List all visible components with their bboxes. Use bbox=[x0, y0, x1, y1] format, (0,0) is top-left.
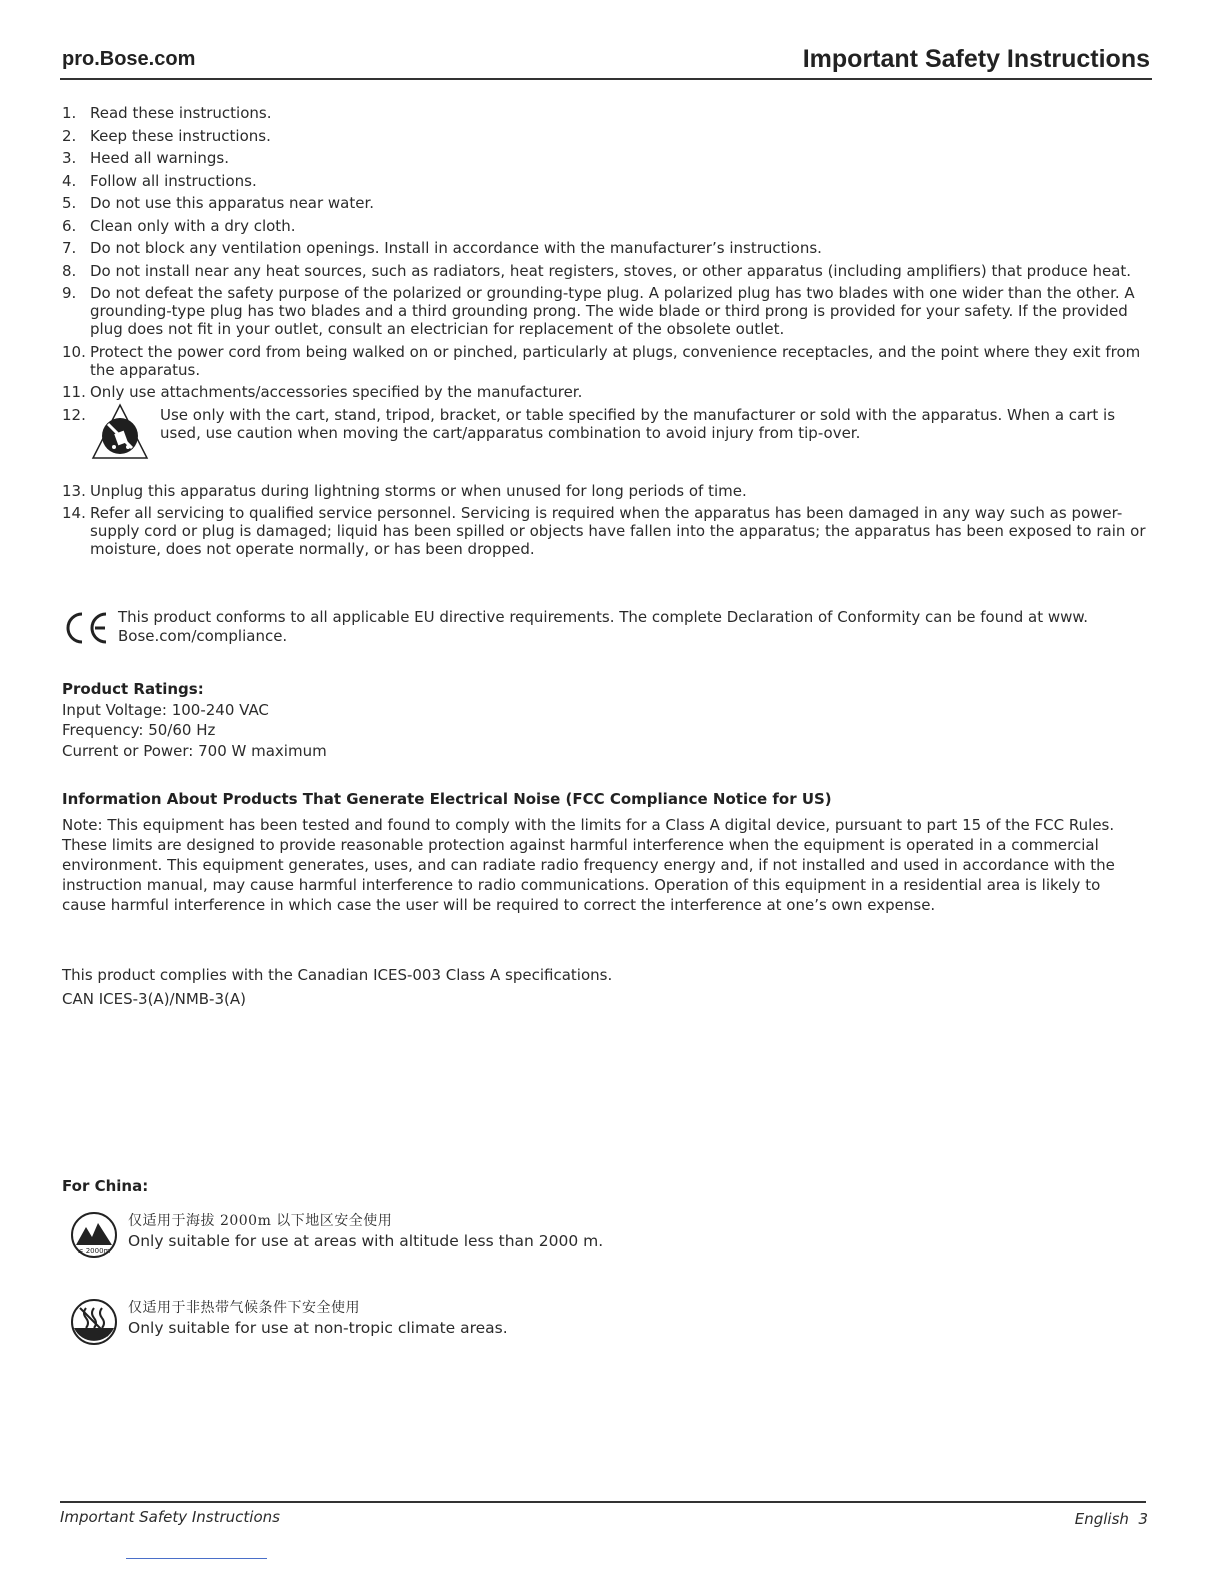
item-text: Do not defeat the safety purpose of the polarized or grounding-type plug. A polarized plug has two blades with one wider than the other. A grounding-type plug has two blades and a third grounding prong. The wide blade or third prong is provided for your safety. If the provided plug does not fit in your outlet, consult an electrician for replacement of the obsolete outlet. bbox=[90, 284, 1135, 338]
altitude-icon-label: ≤ 2000m bbox=[77, 1247, 111, 1255]
list-item bbox=[62, 383, 1152, 401]
china-climate-notice bbox=[70, 1298, 508, 1346]
power-rating: Current or Power: 700 W maximum bbox=[62, 741, 327, 760]
site-name: pro.Bose.com bbox=[62, 48, 196, 70]
item-number: 2. bbox=[62, 126, 77, 145]
list-item bbox=[62, 504, 1152, 558]
ce-compliance-text: This product conforms to all applicable EU directive requirements. The complete Declaration of Conformity can be found at www. Bose.com/compliance. bbox=[118, 608, 1089, 645]
item-text: Do not install near any heat sources, such as radiators, heat registers, stoves, or other apparatus (including amplifiers) that produce heat. bbox=[90, 261, 1132, 280]
china-heading: For China: bbox=[62, 1177, 149, 1195]
list-item bbox=[62, 104, 1152, 122]
item-text: Only use attachments/accessories specified by the manufacturer. bbox=[90, 383, 583, 401]
ce-mark-icon bbox=[62, 608, 118, 648]
product-ratings bbox=[62, 679, 327, 761]
ices-statement: This product complies with the Canadian ICES-003 Class A specifications. bbox=[62, 966, 613, 984]
frequency: Frequency: 50/60 Hz bbox=[62, 721, 216, 739]
item-text: Read these instructions. bbox=[90, 104, 272, 122]
canada-compliance bbox=[62, 963, 612, 1011]
china-altitude-notice bbox=[70, 1211, 603, 1259]
list-item bbox=[62, 149, 1152, 167]
ices-code: CAN ICES-3(A)/NMB-3(A) bbox=[62, 990, 246, 1008]
item-number: 12. bbox=[62, 405, 86, 424]
header-divider bbox=[60, 78, 1152, 80]
input-voltage: Input Voltage: 100-240 VAC bbox=[62, 700, 269, 719]
climate-text-zh: 仅适用于非热带气候条件下安全使用 bbox=[128, 1300, 360, 1316]
safety-instructions-list bbox=[62, 104, 1152, 563]
list-item bbox=[62, 217, 1152, 235]
ratings-heading: Product Ratings: bbox=[62, 680, 204, 698]
item-text: Unplug this apparatus during lightning storms or when unused for long periods of time. bbox=[90, 481, 747, 500]
item-number: 14. bbox=[62, 504, 86, 522]
list-item-cart-warning bbox=[62, 406, 1152, 468]
fcc-note: Note: This equipment has been tested and found to comply with the limits for a Class A digital device, pursuant to part 15 of the FCC Rules. These limits are designed to provide reasonable protection against harmful interference when the equipment is operated in a commercial environment. This equipment generates, uses, and can radiate radio frequency energy and, if not installed and used in accordance with the instruction manual, may cause harmful interference to radio communications. Operation of this equipment in a residential area is likely to cause harmful interference in which case the user will be required to correct the interference at one’s own expense. bbox=[62, 816, 1115, 914]
footer-section-title: Important Safety Instructions bbox=[60, 1508, 280, 1526]
footer-page-number: English 3 bbox=[1074, 1510, 1148, 1528]
footer-divider bbox=[60, 1501, 1146, 1503]
item-number: 7. bbox=[62, 239, 77, 257]
list-item bbox=[62, 343, 1152, 379]
item-number: 9. bbox=[62, 284, 77, 302]
altitude-icon bbox=[70, 1211, 118, 1259]
fcc-heading: Information About Products That Generate Electrical Noise (FCC Compliance Notice for US) bbox=[62, 790, 832, 808]
item-text: Protect the power cord from being walked on or pinched, particularly at plugs, convenience receptacles, and the point where they exit from the apparatus. bbox=[90, 342, 1141, 379]
list-item bbox=[62, 482, 1152, 500]
item-number: 3. bbox=[62, 149, 77, 167]
cart-tip-over-warning-icon bbox=[90, 402, 150, 462]
list-item bbox=[62, 284, 1152, 338]
climate-text-en: Only suitable for use at non-tropic climate areas. bbox=[128, 1319, 508, 1337]
item-text: Clean only with a dry cloth. bbox=[90, 216, 296, 235]
item-text: Use only with the cart, stand, tripod, bracket, or table specified by the manufacturer or sold with the apparatus. When a cart is used, use caution when moving the cart/apparatus combination to avoid injury from tip-over. bbox=[160, 405, 1116, 442]
item-text: Refer all servicing to qualified service personnel. Servicing is required when the apparatus has been damaged in any way such as power-supply cord or plug is damaged; liquid has been spilled or objects have fallen into the apparatus; the apparatus has been exposed to rain or moisture, does not operate normally, or has been dropped. bbox=[90, 504, 1146, 558]
item-number: 4. bbox=[62, 171, 77, 190]
item-text: Heed all warnings. bbox=[90, 149, 229, 167]
item-number: 10. bbox=[62, 342, 86, 361]
list-item bbox=[62, 239, 1152, 257]
list-item bbox=[62, 262, 1152, 280]
item-number: 1. bbox=[62, 104, 77, 122]
altitude-text-zh: 仅适用于海拔 2000m 以下地区安全使用 bbox=[128, 1213, 393, 1229]
item-text: Do not block any ventilation openings. Install in accordance with the manufacturer’s instructions. bbox=[90, 239, 822, 257]
tropic-climate-icon bbox=[70, 1298, 118, 1346]
list-item bbox=[62, 127, 1152, 145]
fcc-notice bbox=[62, 789, 1132, 915]
item-number: 13. bbox=[62, 481, 86, 500]
item-number: 11. bbox=[62, 383, 86, 401]
item-number: 5. bbox=[62, 194, 77, 212]
list-item bbox=[62, 172, 1152, 190]
item-text: Do not use this apparatus near water. bbox=[90, 194, 375, 212]
item-text: Follow all instructions. bbox=[90, 171, 257, 190]
list-item bbox=[62, 194, 1152, 212]
item-number: 6. bbox=[62, 216, 77, 235]
item-text: Keep these instructions. bbox=[90, 126, 271, 145]
item-number: 8. bbox=[62, 261, 77, 280]
altitude-text-en: Only suitable for use at areas with altitude less than 2000 m. bbox=[128, 1232, 604, 1250]
page-title: Important Safety Instructions bbox=[802, 45, 1150, 73]
footer-link-underline bbox=[126, 1558, 267, 1559]
ce-compliance bbox=[62, 608, 1152, 648]
